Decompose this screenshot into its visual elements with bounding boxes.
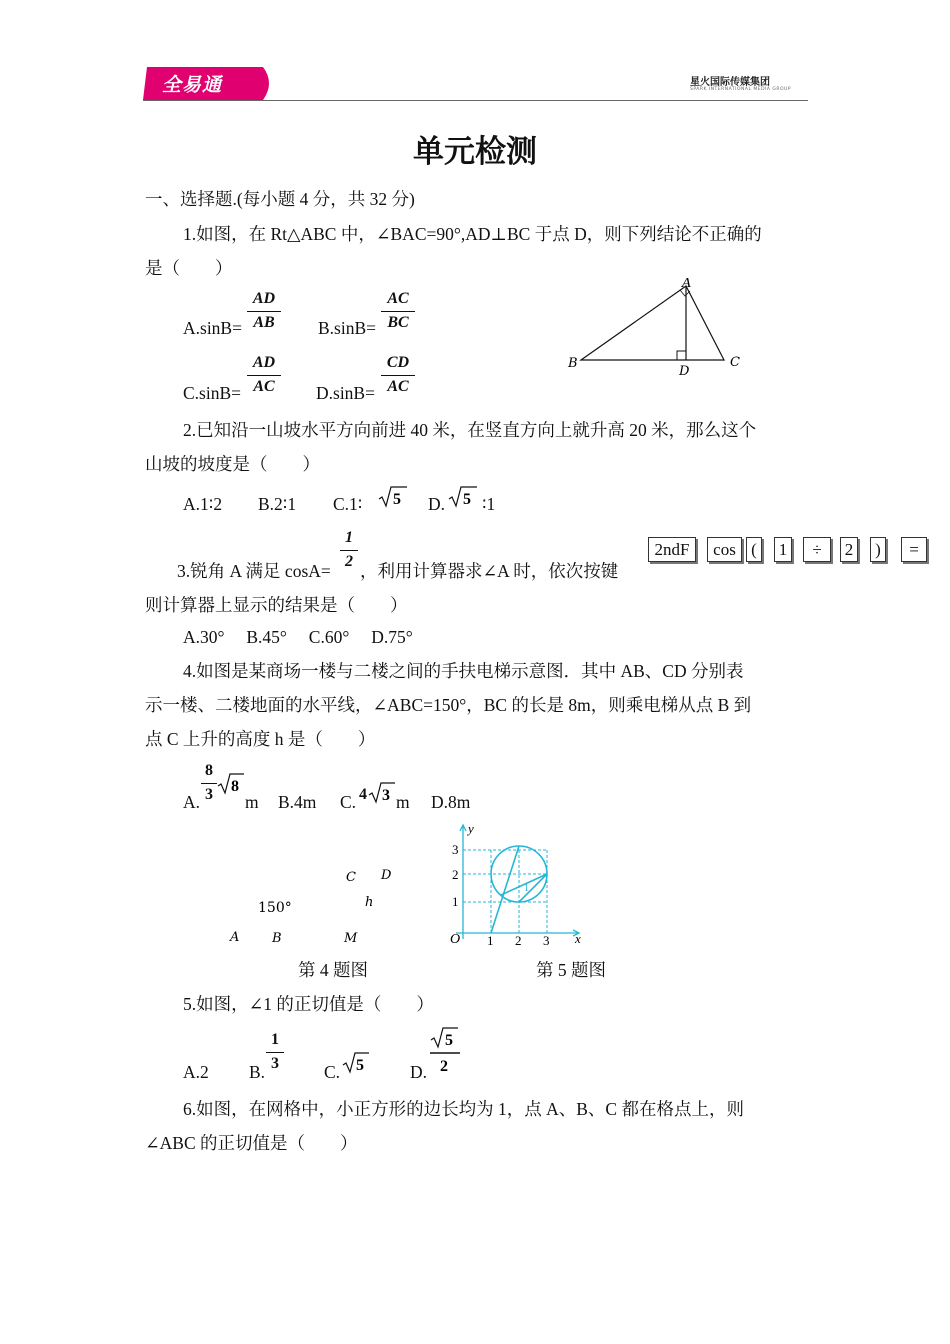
q3-denominator: 2	[345, 553, 353, 570]
q4-a-denominator: 3	[205, 786, 213, 803]
q3-stem-line2: 则计算器上显示的结果是（ ）	[145, 595, 408, 615]
label-a: A	[682, 278, 692, 291]
q6-stem-line1: 6.如图，在网格中，小正方形的边长均为 1，点 A、B、C 都在格点上，则	[183, 1099, 744, 1119]
q5-option-c: C.	[324, 1062, 341, 1082]
fig4-label-c: C	[346, 870, 356, 885]
q2-option-c: C.1∶	[333, 494, 363, 514]
label-b: B	[568, 356, 578, 371]
triangle-abc	[581, 286, 724, 360]
label-c: C	[730, 355, 740, 370]
q5-stem: 5.如图，∠1 的正切值是（ ）	[183, 994, 434, 1014]
angle-1-label: 1	[524, 883, 529, 894]
x-axis-label: x	[575, 931, 581, 946]
q2-option-d-sqrt	[448, 484, 478, 510]
key-cos: cos	[707, 537, 742, 562]
fig4-angle-label: 150°	[258, 900, 292, 916]
q2-c-radicand: 5	[393, 491, 401, 508]
key-divide: ÷	[803, 537, 831, 562]
key-open-paren: (	[746, 537, 762, 562]
q2-stem-line1: 2.已知沿一山坡水平方向前进 40 米，在竖直方向上就升高 20 米，那么这个	[183, 420, 757, 440]
q4-option-d: D.8m	[431, 792, 471, 812]
q3-numerator: 1	[345, 529, 353, 546]
q1-option-c: C.sinB=	[183, 383, 242, 403]
origin-label: O	[450, 932, 461, 947]
q3-stem-start: 3.锐角 A 满足 cosA=	[177, 561, 331, 581]
y-tick-1: 1	[452, 894, 459, 909]
q1-c-numerator: AD	[252, 354, 276, 371]
fig4-label-h: h	[365, 895, 374, 910]
q4-option-c-sqrt	[368, 780, 396, 806]
key-1: 1	[774, 537, 792, 562]
q5-figure-caption: 第 5 题图	[536, 960, 606, 980]
q4-c-coefficient: 4	[359, 786, 367, 803]
q2-option-a: A.1∶2	[183, 494, 223, 514]
q5-d-denominator: 2	[440, 1058, 448, 1075]
y-axis-label: y	[468, 821, 474, 836]
q2-stem-line2: 山坡的坡度是（ ）	[145, 454, 320, 474]
q1-c-denominator: AC	[253, 378, 275, 395]
q1-d-numerator: CD	[386, 354, 410, 371]
q3-stem-mid: ，利用计算器求∠A 时，依次按键	[360, 561, 619, 581]
q1-triangle-figure	[565, 278, 755, 378]
publisher-subtitle: SPARK INTERNATIONAL MEDIA GROUP	[690, 87, 792, 92]
q4-a-numerator: 8	[205, 762, 213, 779]
q4-option-c: C.	[340, 792, 357, 812]
q5-b-numerator: 1	[271, 1031, 279, 1048]
q4-option-a-fraction	[201, 761, 217, 805]
q2-option-d-tail: ∶1	[482, 494, 496, 514]
q1-a-denominator: AB	[253, 314, 275, 331]
fig4-label-a: A	[230, 930, 240, 945]
q4-option-a-sqrt	[217, 771, 245, 797]
x-tick-3: 3	[543, 933, 550, 948]
brand-logo-text: 全易通	[162, 74, 223, 96]
q4-figure-caption: 第 4 题图	[298, 960, 368, 980]
q1-option-a: A.sinB=	[183, 318, 242, 338]
q5-c-radicand: 5	[356, 1057, 364, 1074]
q4-stem-line2: 示一楼、二楼地面的水平线，∠ABC=150°，BC 的长是 8m，则乘电梯从点 B 到	[145, 695, 752, 715]
q2-d-radicand: 5	[463, 491, 471, 508]
q5-option-d-fraction	[428, 1026, 462, 1084]
right-angle-mark	[677, 351, 686, 360]
q4-stem-line1: 4.如图是某商场一楼与二楼之间的手扶电梯示意图．其中 AB、CD 分别表	[183, 661, 744, 681]
q1-option-a-fraction	[247, 289, 281, 333]
q5-option-d: D.	[410, 1062, 428, 1082]
q1-option-d-fraction	[381, 353, 415, 397]
key-equals: =	[901, 537, 927, 562]
fig4-label-d: D	[381, 868, 392, 883]
q5-option-c-sqrt	[342, 1050, 370, 1076]
label-d: D	[679, 364, 690, 378]
q1-option-b: B.sinB=	[318, 318, 377, 338]
q3-options: A.30° B.45° C.60° D.75°	[183, 627, 413, 647]
q4-c-radicand: 3	[382, 787, 390, 804]
q1-option-d: D.sinB=	[316, 383, 375, 403]
q4-option-a: A.	[183, 792, 201, 812]
key-close-paren: )	[870, 537, 886, 562]
q5-grid-figure	[440, 815, 590, 950]
q4-option-a-unit: m	[245, 792, 259, 812]
q2-option-b: B.2∶1	[258, 494, 297, 514]
q4-option-c-unit: m	[396, 792, 410, 812]
q1-a-numerator: AD	[252, 290, 276, 307]
q5-option-a: A.2	[183, 1062, 209, 1082]
x-tick-1: 1	[487, 933, 494, 948]
q1-option-c-fraction	[247, 353, 281, 397]
q1-b-numerator: AC	[387, 290, 409, 307]
q4-option-b: B.4m	[278, 792, 317, 812]
q1-d-denominator: AC	[387, 378, 409, 395]
y-tick-2: 2	[452, 867, 459, 882]
q5-d-radicand: 5	[445, 1032, 453, 1049]
q3-fraction	[340, 528, 358, 572]
q1-stem-line1: 1.如图，在 Rt△ABC 中，∠BAC=90°,AD⊥BC 于点 D，则下列结论不正确的	[183, 224, 762, 244]
publisher-name: 星火国际传媒集团	[690, 77, 770, 88]
x-tick-2: 2	[515, 933, 522, 948]
q1-stem-line2: 是（ ）	[145, 258, 233, 278]
q5-option-b: B.	[249, 1062, 266, 1082]
q6-stem-line2: ∠ABC 的正切值是（ ）	[145, 1133, 358, 1153]
key-2ndf: 2ndF	[648, 537, 696, 562]
section-heading: 一、选择题.(每小题 4 分，共 32 分)	[145, 189, 415, 209]
q4-escalator-figure	[220, 858, 420, 953]
q1-option-b-fraction	[381, 289, 415, 333]
page-title: 单元检测	[413, 134, 537, 170]
fig4-label-b: B	[272, 931, 282, 946]
q1-b-denominator: BC	[387, 314, 409, 331]
q4-a-radicand: 8	[231, 778, 239, 795]
q5-option-b-fraction	[266, 1030, 284, 1074]
header-rule	[143, 100, 808, 101]
fig4-label-m: M	[344, 931, 358, 946]
q2-option-d: D.	[428, 494, 446, 514]
q4-stem-line3: 点 C 上升的高度 h 是（ ）	[145, 729, 376, 749]
y-tick-3: 3	[452, 842, 459, 857]
key-2: 2	[840, 537, 858, 562]
q5-b-denominator: 3	[271, 1055, 279, 1072]
q2-option-c-sqrt	[378, 484, 408, 510]
